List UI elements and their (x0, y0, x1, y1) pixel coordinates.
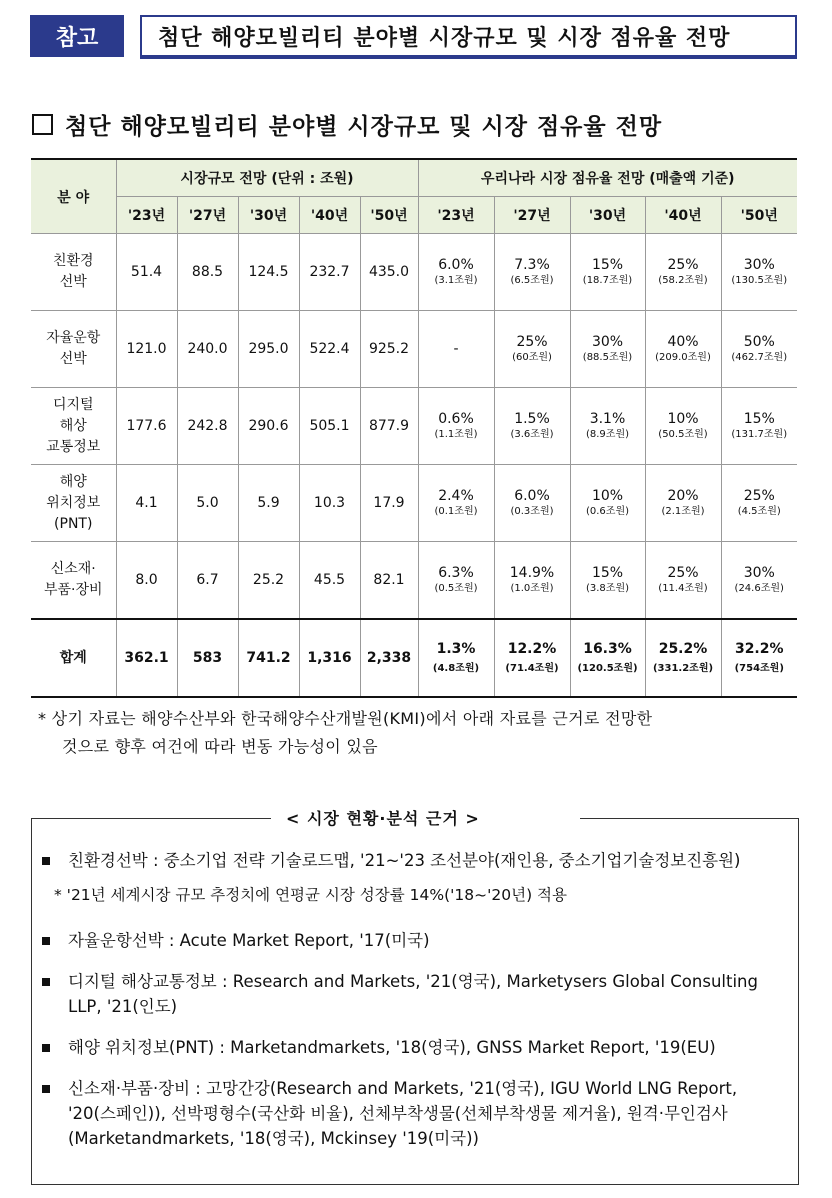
share-amount: (0.3조원) (510, 506, 554, 517)
basis-list (40, 848, 790, 1167)
basis-item-text: 신소재·부품·장비 : 고망간강(Research and Markets, '21(영국), IGU World LNG Report, '20(스페인)), 선박평형수(국산화 비율), 선체부착생물(선체부착생물 제거율), 원격·무인검사(Marketandmarkets, '18(영국), Mckinsey '19(미국)) (68, 1079, 738, 1148)
basis-sub-note: * '21년 세계시장 규모 추정치에 연평균 시장 성장률 14%('18~'20년) 적용 (54, 886, 567, 904)
size-cell: 51.4 (116, 234, 177, 311)
share-percent: 6.0% (438, 257, 474, 273)
square-bullet-icon (32, 114, 53, 135)
share-cell (494, 542, 570, 620)
header (30, 15, 797, 57)
size-cell: 877.9 (360, 388, 418, 465)
share-amount: (130.5조원) (731, 275, 788, 286)
year-header: '23년 (116, 197, 177, 234)
footnote-line-1: * 상기 자료는 해양수산부와 한국해양수산개발원(KMI)에서 아래 자료를 근거로 전망한 (38, 709, 653, 728)
share-cell (721, 542, 797, 620)
share-cell (418, 542, 494, 620)
share-amount: (71.4조원) (505, 663, 559, 674)
table-row (31, 542, 797, 620)
size-cell: 6.7 (177, 542, 238, 620)
size-cell: 5.0 (177, 465, 238, 542)
basis-item-text: 친환경선박 : 중소기업 전략 기술로드맵, '21~'23 조선분야(재인용, 중소기업기술정보진흥원) (68, 851, 741, 870)
year-header: '27년 (177, 197, 238, 234)
year-header: '40년 (645, 197, 721, 234)
share-percent: 7.3% (514, 257, 550, 273)
basis-item (40, 1076, 790, 1151)
size-cell: 10.3 (299, 465, 360, 542)
share-amount: (50.5조원) (658, 429, 708, 440)
square-bullet-icon (42, 1044, 50, 1052)
share-cell (570, 234, 645, 311)
share-cell (570, 542, 645, 620)
section-title-text: 첨단 해양모빌리티 분야별 시장규모 및 시장 점유율 전망 (65, 114, 663, 140)
year-header: '50년 (721, 197, 797, 234)
share-percent: 30% (743, 565, 775, 581)
size-cell: 88.5 (177, 234, 238, 311)
share-cell (494, 619, 570, 697)
size-cell: 362.1 (116, 619, 177, 697)
share-amount: (209.0조원) (655, 352, 711, 363)
share-amount: (88.5조원) (582, 352, 633, 363)
size-cell: 2,338 (360, 619, 418, 697)
share-amount: (2.1조원) (661, 506, 705, 517)
total-row (31, 619, 797, 697)
row-category-text: 자율운항 선박 (46, 330, 101, 367)
share-percent: 40% (667, 334, 699, 350)
share-cell (418, 465, 494, 542)
share-amount: (11.4조원) (658, 583, 708, 594)
square-bullet-icon (42, 978, 50, 986)
reference-badge: 참고 (30, 15, 124, 57)
share-cell (645, 542, 721, 620)
share-cell (494, 388, 570, 465)
row-category (31, 465, 116, 542)
share-amount: (120.5조원) (577, 663, 638, 674)
size-cell: 435.0 (360, 234, 418, 311)
share-percent: 2.4% (438, 488, 474, 504)
share-cell (721, 234, 797, 311)
share-amount: (1.0조원) (510, 583, 554, 594)
size-group-header: 시장규모 전망 (단위 : 조원) (116, 159, 418, 197)
row-category-text: 디지털 해상 교통정보 (46, 396, 101, 455)
field-header: 분 야 (31, 159, 116, 234)
divider (31, 818, 271, 819)
size-cell: 1,316 (299, 619, 360, 697)
share-percent: 6.3% (438, 565, 474, 581)
footnote-line-2: 것으로 향후 여건에 따라 변동 가능성이 있음 (62, 737, 378, 756)
share-amount: (3.6조원) (510, 429, 554, 440)
market-table (31, 158, 797, 698)
share-percent: 25% (743, 488, 775, 504)
share-cell (645, 619, 721, 697)
row-category (31, 542, 116, 620)
row-category-text: 친환경 선박 (52, 253, 94, 290)
size-cell: 522.4 (299, 311, 360, 388)
basis-item (40, 969, 790, 1019)
share-cell (418, 619, 494, 697)
share-percent: 0.6% (438, 411, 474, 427)
row-category-text: 신소재· 부품·장비 (43, 561, 103, 598)
share-cell (645, 311, 721, 388)
table-row (31, 465, 797, 542)
basis-item-text: 해양 위치정보(PNT) : Marketandmarkets, '18(영국), GNSS Market Report, '19(EU) (68, 1038, 716, 1057)
size-cell: 5.9 (238, 465, 299, 542)
share-percent: 25% (667, 257, 699, 273)
footnote (38, 705, 798, 761)
size-cell: 121.0 (116, 311, 177, 388)
share-cell (494, 311, 570, 388)
basis-title: < 시장 현황·분석 근거 > (286, 809, 480, 828)
size-cell: 82.1 (360, 542, 418, 620)
basis-item (40, 928, 790, 953)
share-percent: 12.2% (507, 641, 557, 657)
size-cell: 45.5 (299, 542, 360, 620)
size-cell: 741.2 (238, 619, 299, 697)
share-amount: (0.1조원) (434, 506, 478, 517)
share-cell (721, 619, 797, 697)
share-amount: (4.8조원) (432, 663, 480, 674)
share-amount: (6.5조원) (510, 275, 554, 286)
share-percent: 15% (591, 565, 624, 581)
section-title (32, 108, 662, 141)
share-percent: 10% (667, 411, 699, 427)
share-cell (570, 619, 645, 697)
share-cell (570, 311, 645, 388)
size-cell: 25.2 (238, 542, 299, 620)
share-group-header: 우리나라 시장 점유율 전망 (매출액 기준) (418, 159, 797, 197)
share-percent: 15% (591, 257, 624, 273)
share-amount: (60조원) (512, 352, 552, 363)
share-cell (721, 465, 797, 542)
year-header: '30년 (570, 197, 645, 234)
share-percent: 20% (667, 488, 699, 504)
share-percent: 15% (743, 411, 775, 427)
size-cell: 17.9 (360, 465, 418, 542)
basis-item-text: 디지털 해상교통정보 : Research and Markets, '21(영국), Marketysers Global Consulting LLP, '21(인도) (68, 972, 758, 1016)
share-cell (721, 311, 797, 388)
share-cell (494, 465, 570, 542)
share-cell (645, 234, 721, 311)
size-cell: 290.6 (238, 388, 299, 465)
year-header: '23년 (418, 197, 494, 234)
square-bullet-icon (42, 937, 50, 945)
size-cell: 295.0 (238, 311, 299, 388)
share-percent: 50% (743, 334, 775, 350)
size-cell: 232.7 (299, 234, 360, 311)
share-amount: (8.9조원) (585, 429, 630, 440)
share-amount: (58.2조원) (658, 275, 708, 286)
basis-item (40, 1035, 790, 1060)
share-cell (645, 388, 721, 465)
size-cell: 242.8 (177, 388, 238, 465)
size-cell: 240.0 (177, 311, 238, 388)
share-percent: - (453, 341, 459, 357)
year-header: '50년 (360, 197, 418, 234)
share-percent: 6.0% (514, 488, 550, 504)
share-amount: (1.1조원) (434, 429, 478, 440)
share-amount: (18.7조원) (582, 275, 633, 286)
share-amount: (754조원) (734, 663, 784, 674)
share-percent: 16.3% (583, 641, 632, 657)
table-row (31, 311, 797, 388)
year-header: '27년 (494, 197, 570, 234)
basis-item (40, 848, 790, 873)
size-cell: 177.6 (116, 388, 177, 465)
share-cell (418, 234, 494, 311)
share-percent: 25% (516, 334, 548, 350)
share-amount: (331.2조원) (652, 663, 714, 674)
share-amount: (0.6조원) (585, 506, 630, 517)
share-amount: (462.7조원) (731, 352, 788, 363)
share-amount: (24.6조원) (734, 583, 784, 594)
table-row (31, 388, 797, 465)
share-percent: 10% (591, 488, 624, 504)
basis-item-text: 자율운항선박 : Acute Market Report, '17(미국) (68, 931, 430, 950)
row-category-text: 해양 위치정보 (PNT) (46, 473, 101, 532)
share-cell (645, 465, 721, 542)
share-cell (570, 465, 645, 542)
share-cell (418, 311, 494, 388)
share-percent: 3.1% (589, 411, 626, 427)
divider (580, 818, 798, 819)
size-cell: 505.1 (299, 388, 360, 465)
share-cell (494, 234, 570, 311)
year-header: '30년 (238, 197, 299, 234)
share-percent: 30% (591, 334, 624, 350)
share-amount: (0.5조원) (434, 583, 478, 594)
row-category-text: 합계 (59, 649, 87, 666)
share-cell (570, 388, 645, 465)
share-percent: 30% (743, 257, 775, 273)
size-cell: 124.5 (238, 234, 299, 311)
size-cell: 8.0 (116, 542, 177, 620)
share-cell (418, 388, 494, 465)
share-amount: (3.8조원) (585, 583, 630, 594)
share-amount: (131.7조원) (731, 429, 788, 440)
row-category (31, 388, 116, 465)
row-category (31, 234, 116, 311)
year-header: '40년 (299, 197, 360, 234)
table-row (31, 234, 797, 311)
header-title: 첨단 해양모빌리티 분야별 시장규모 및 시장 점유율 전망 (140, 15, 797, 59)
share-percent: 32.2% (734, 641, 784, 657)
share-percent: 1.5% (514, 411, 550, 427)
row-category (31, 311, 116, 388)
share-percent: 25% (667, 565, 699, 581)
share-percent: 14.9% (509, 565, 555, 581)
row-category (31, 619, 116, 697)
square-bullet-icon (42, 857, 50, 865)
share-percent: 1.3% (436, 641, 476, 657)
share-cell (721, 388, 797, 465)
size-cell: 925.2 (360, 311, 418, 388)
square-bullet-icon (42, 1085, 50, 1093)
share-amount: (3.1조원) (434, 275, 478, 286)
share-amount: (4.5조원) (737, 506, 781, 517)
share-percent: 25.2% (658, 641, 708, 657)
size-cell: 4.1 (116, 465, 177, 542)
size-cell: 583 (177, 619, 238, 697)
